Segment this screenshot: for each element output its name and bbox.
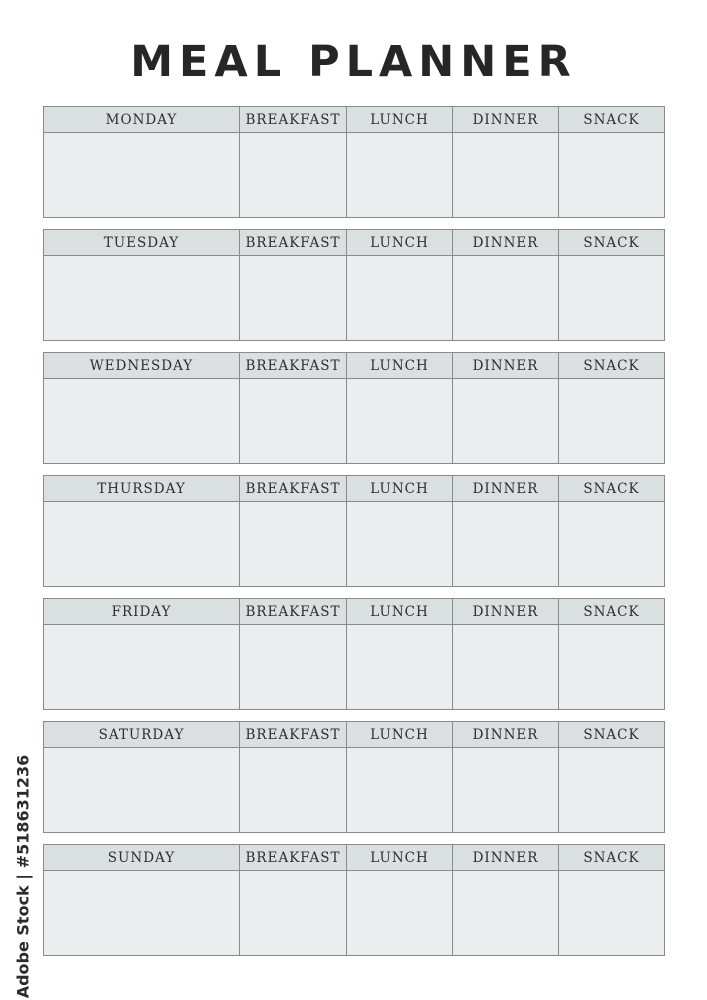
meal-header-lunch: LUNCH — [347, 476, 453, 502]
cell-breakfast[interactable] — [240, 379, 347, 463]
day-header: MONDAY — [44, 107, 240, 133]
cell-breakfast[interactable] — [240, 256, 347, 340]
cell-notes[interactable] — [44, 748, 240, 832]
cell-dinner[interactable] — [453, 871, 559, 955]
cell-lunch[interactable] — [347, 871, 453, 955]
meal-header-breakfast: BREAKFAST — [240, 722, 347, 748]
meal-header-breakfast: BREAKFAST — [240, 230, 347, 256]
cell-lunch[interactable] — [347, 748, 453, 832]
cell-notes[interactable] — [44, 133, 240, 217]
cell-notes[interactable] — [44, 625, 240, 709]
meal-header-lunch: LUNCH — [347, 107, 453, 133]
cell-dinner[interactable] — [453, 133, 559, 217]
meal-header-lunch: LUNCH — [347, 845, 453, 871]
cell-snack[interactable] — [559, 871, 664, 955]
cell-notes[interactable] — [44, 379, 240, 463]
day-block-wednesday — [43, 352, 665, 464]
day-header: WEDNESDAY — [44, 353, 240, 379]
day-block-monday — [43, 106, 665, 218]
meal-header-snack: SNACK — [559, 230, 664, 256]
cell-dinner[interactable] — [453, 256, 559, 340]
day-header: SATURDAY — [44, 722, 240, 748]
stock-id-text: Adobe Stock | #518631236 — [13, 754, 33, 998]
cell-dinner[interactable] — [453, 748, 559, 832]
cell-breakfast[interactable] — [240, 502, 347, 586]
meal-header-snack: SNACK — [559, 107, 664, 133]
meal-header-dinner: DINNER — [453, 353, 559, 379]
cell-breakfast[interactable] — [240, 133, 347, 217]
meal-header-snack: SNACK — [559, 476, 664, 502]
day-header: THURSDAY — [44, 476, 240, 502]
day-block-tuesday — [43, 229, 665, 341]
day-header: TUESDAY — [44, 230, 240, 256]
meal-header-breakfast: BREAKFAST — [240, 353, 347, 379]
meal-header-breakfast: BREAKFAST — [240, 599, 347, 625]
cell-lunch[interactable] — [347, 502, 453, 586]
meal-header-lunch: LUNCH — [347, 599, 453, 625]
meal-header-dinner: DINNER — [453, 230, 559, 256]
stock-watermark — [11, 754, 35, 998]
meal-header-snack: SNACK — [559, 722, 664, 748]
meal-header-breakfast: BREAKFAST — [240, 845, 347, 871]
day-header: SUNDAY — [44, 845, 240, 871]
meal-header-breakfast: BREAKFAST — [240, 107, 347, 133]
meal-header-dinner: DINNER — [453, 722, 559, 748]
day-block-sunday — [43, 844, 665, 956]
cell-dinner[interactable] — [453, 379, 559, 463]
cell-lunch[interactable] — [347, 256, 453, 340]
meal-header-lunch: LUNCH — [347, 230, 453, 256]
cell-dinner[interactable] — [453, 502, 559, 586]
meal-header-dinner: DINNER — [453, 599, 559, 625]
cell-breakfast[interactable] — [240, 748, 347, 832]
meal-header-lunch: LUNCH — [347, 722, 453, 748]
meal-header-snack: SNACK — [559, 845, 664, 871]
cell-notes[interactable] — [44, 256, 240, 340]
meal-header-snack: SNACK — [559, 353, 664, 379]
meal-header-lunch: LUNCH — [347, 353, 453, 379]
meal-header-dinner: DINNER — [453, 107, 559, 133]
day-block-thursday — [43, 475, 665, 587]
page-title: MEAL PLANNER — [130, 37, 577, 87]
cell-snack[interactable] — [559, 379, 664, 463]
cell-snack[interactable] — [559, 502, 664, 586]
cell-dinner[interactable] — [453, 625, 559, 709]
day-header: FRIDAY — [44, 599, 240, 625]
cell-lunch[interactable] — [347, 133, 453, 217]
cell-snack[interactable] — [559, 256, 664, 340]
cell-snack[interactable] — [559, 625, 664, 709]
cell-lunch[interactable] — [347, 379, 453, 463]
cell-breakfast[interactable] — [240, 625, 347, 709]
cell-snack[interactable] — [559, 133, 664, 217]
cell-notes[interactable] — [44, 502, 240, 586]
meal-header-dinner: DINNER — [453, 476, 559, 502]
day-block-friday — [43, 598, 665, 710]
cell-breakfast[interactable] — [240, 871, 347, 955]
cell-notes[interactable] — [44, 871, 240, 955]
day-block-saturday — [43, 721, 665, 833]
meal-header-breakfast: BREAKFAST — [240, 476, 347, 502]
meal-header-dinner: DINNER — [453, 845, 559, 871]
cell-lunch[interactable] — [347, 625, 453, 709]
meal-header-snack: SNACK — [559, 599, 664, 625]
cell-snack[interactable] — [559, 748, 664, 832]
